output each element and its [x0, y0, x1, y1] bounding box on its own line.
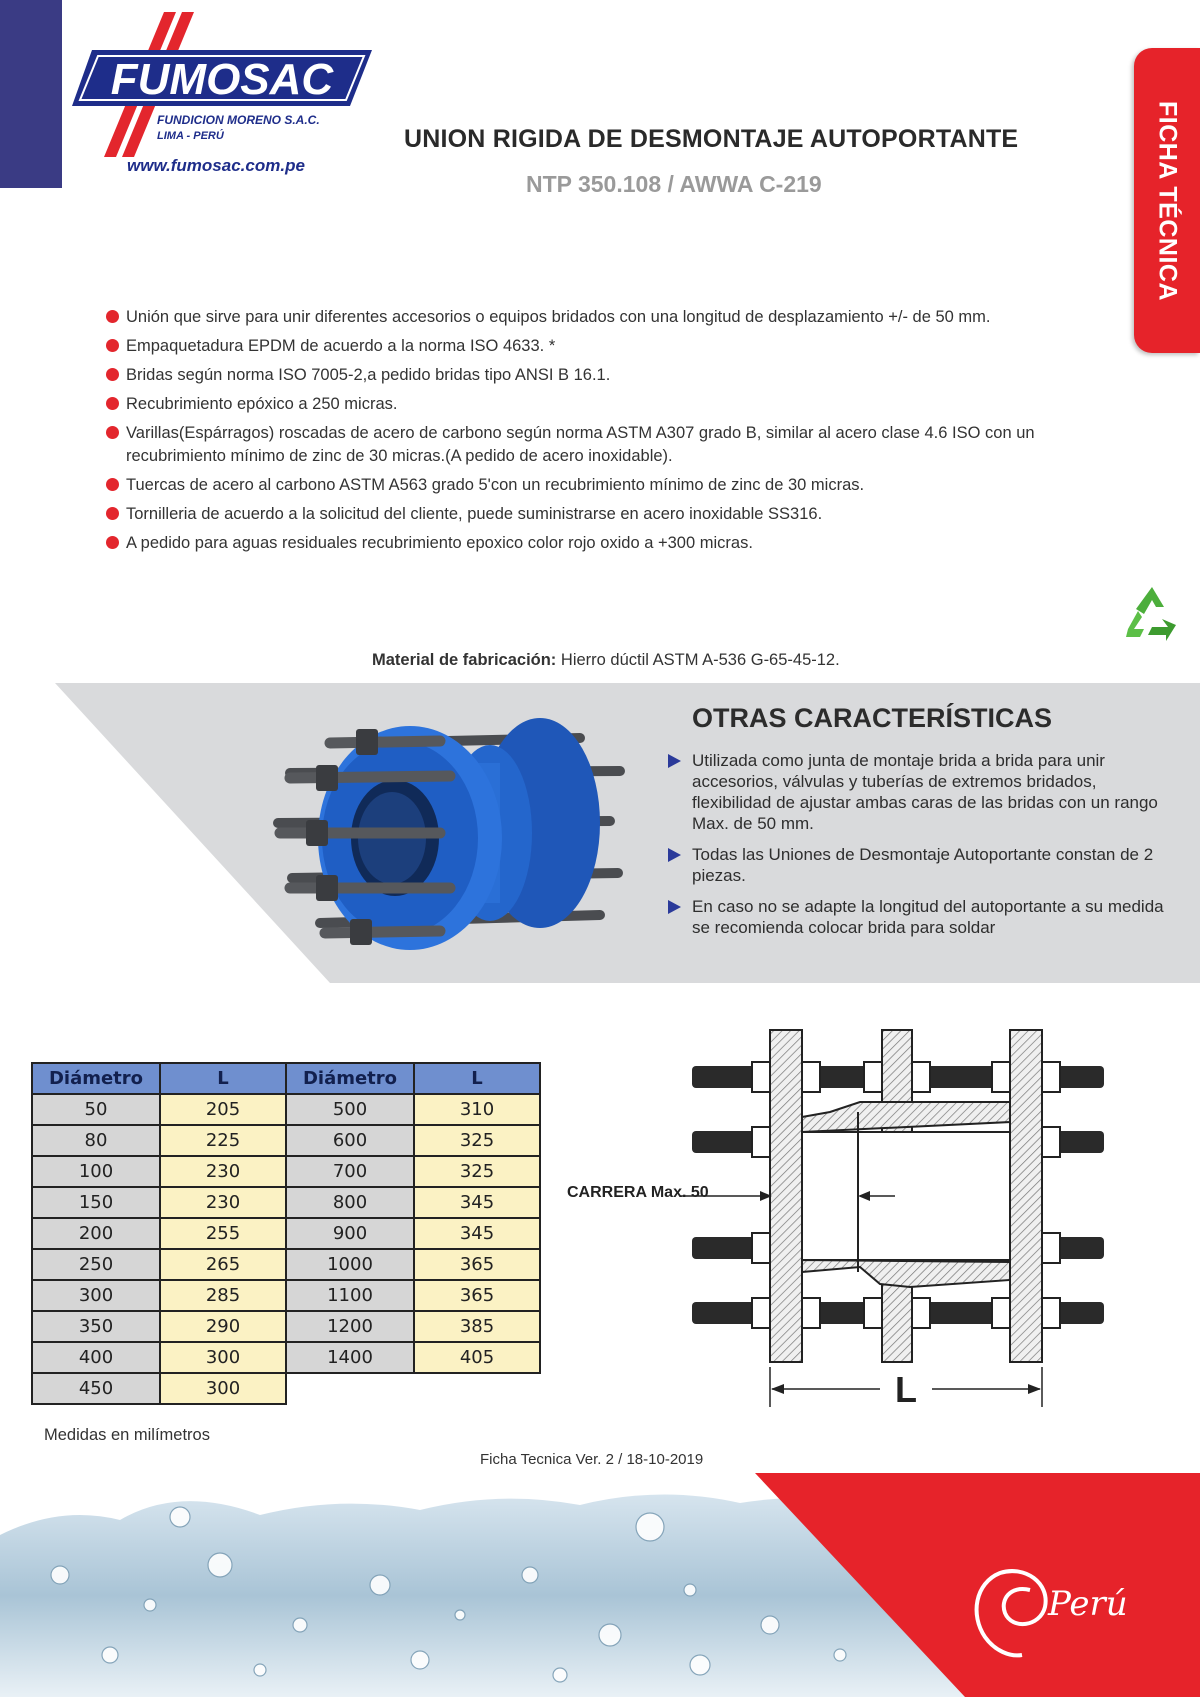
ficha-tecnica-label: FICHA TÉCNICA [1153, 100, 1182, 301]
table-row: 50 205 500 310 [32, 1094, 540, 1125]
feature-item: Recubrimiento epóxico a 250 micras. [100, 393, 1100, 416]
feature-item: Empaquetadura EPDM de acuerdo a la norma ISO 4633. * [100, 335, 1100, 358]
feature-item: Tuercas de acero al carbono ASTM A563 grado 5'con un recubrimiento mínimo de zinc de 30 micras. [100, 474, 1100, 497]
bullet-dot-icon [106, 478, 119, 491]
units-note: Medidas en milímetros [44, 1426, 210, 1444]
bullet-dot-icon [106, 310, 119, 323]
bullet-dot-icon [106, 339, 119, 352]
header-l: L [414, 1063, 540, 1094]
bullet-dot-icon [106, 426, 119, 439]
otras-title: OTRAS CARACTERÍSTICAS [692, 703, 1053, 733]
table-row: 450 300 [32, 1373, 540, 1404]
material-label: Material de fabricación: [372, 651, 557, 669]
feature-item: A pedido para aguas residuales recubrimiento epoxico color rojo oxido a +300 micras. [100, 532, 1100, 555]
table-row: 350 290 1200 385 [32, 1311, 540, 1342]
feature-item: Varillas(Espárragos) roscadas de acero de carbono según norma ASTM A307 grado B, similar al acero clase 4.6 ISO con un recubrimiento mínimo de zinc de 30 micras.(A pedido de acero inoxidable). [100, 422, 1086, 468]
otras-item: Utilizada como junta de montaje brida a brida para unir accesorios, válvulas y tuberías de extremos bridados, flexibilidad de ajustar ambas caras de las bridas con un rango Max. de 50 mm. [666, 750, 1166, 834]
table-row: 200 255 900 345 [32, 1218, 540, 1249]
feature-item: Bridas según norma ISO 7005-2,a pedido bridas tipo ANSI B 16.1. [100, 364, 1100, 387]
triangle-bullet-icon [668, 754, 681, 768]
header-left-bar [0, 0, 62, 188]
table-row: 400 300 1400 405 [32, 1342, 540, 1373]
page-subtitle: NTP 350.108 / AWWA C-219 [526, 171, 822, 197]
technical-drawing [680, 1022, 1120, 1412]
ficha-tecnica-tab [1134, 48, 1200, 353]
bullet-dot-icon [106, 536, 119, 549]
feature-item: Tornilleria de acuerdo a la solicitud del cliente, puede suministrarse en acero inoxidable SS316. [100, 503, 1100, 526]
footer-graphic [0, 1465, 1200, 1697]
recycle-icon [1120, 583, 1184, 643]
logo-company: FUNDICION MORENO S.A.C. [157, 113, 320, 127]
otras-list [666, 750, 1166, 948]
header-diametro: Diámetro [32, 1063, 160, 1094]
length-label: L [895, 1369, 917, 1410]
table-header-row [32, 1063, 540, 1094]
website-link[interactable]: www.fumosac.com.pe [127, 156, 305, 175]
bullet-dot-icon [106, 507, 119, 520]
bullet-dot-icon [106, 368, 119, 381]
page-title: UNION RIGIDA DE DESMONTAJE AUTOPORTANTE [404, 125, 1019, 153]
peru-logo: Perú [1048, 1584, 1128, 1624]
table-row: 100 230 700 325 [32, 1156, 540, 1187]
version-note: Ficha Tecnica Ver. 2 / 18-10-2019 [480, 1451, 704, 1468]
table-row: 250 265 1000 365 [32, 1249, 540, 1280]
otras-item: En caso no se adapte la longitud del autoportante a su medida se recomienda colocar brida para soldar [666, 896, 1166, 938]
feature-item: Unión que sirve para unir diferentes accesorios o equipos bridados con una longitud de desplazamiento +/- de 50 mm. [100, 306, 1100, 329]
material-value: Hierro dúctil ASTM A-536 G-65-45-12. [560, 651, 840, 669]
carrera-label: CARRERA Max. 50 [567, 1184, 709, 1201]
material-line [372, 651, 840, 670]
header-l: L [160, 1063, 286, 1094]
otras-item: Todas las Uniones de Desmontaje Autoportante constan de 2 piezas. [666, 844, 1166, 886]
feature-list [100, 306, 1100, 561]
logo-city: LIMA - PERÚ [157, 130, 224, 142]
triangle-bullet-icon [668, 848, 681, 862]
table-row: 300 285 1100 365 [32, 1280, 540, 1311]
bullet-dot-icon [106, 397, 119, 410]
table-row: 80 225 600 325 [32, 1125, 540, 1156]
dimensions-table [31, 1062, 541, 1405]
triangle-bullet-icon [668, 900, 681, 914]
table-row: 150 230 800 345 [32, 1187, 540, 1218]
dimensions-table-wrap [31, 1062, 541, 1405]
header-diametro: Diámetro [286, 1063, 414, 1094]
logo-name: FUMOSAC [110, 55, 334, 104]
